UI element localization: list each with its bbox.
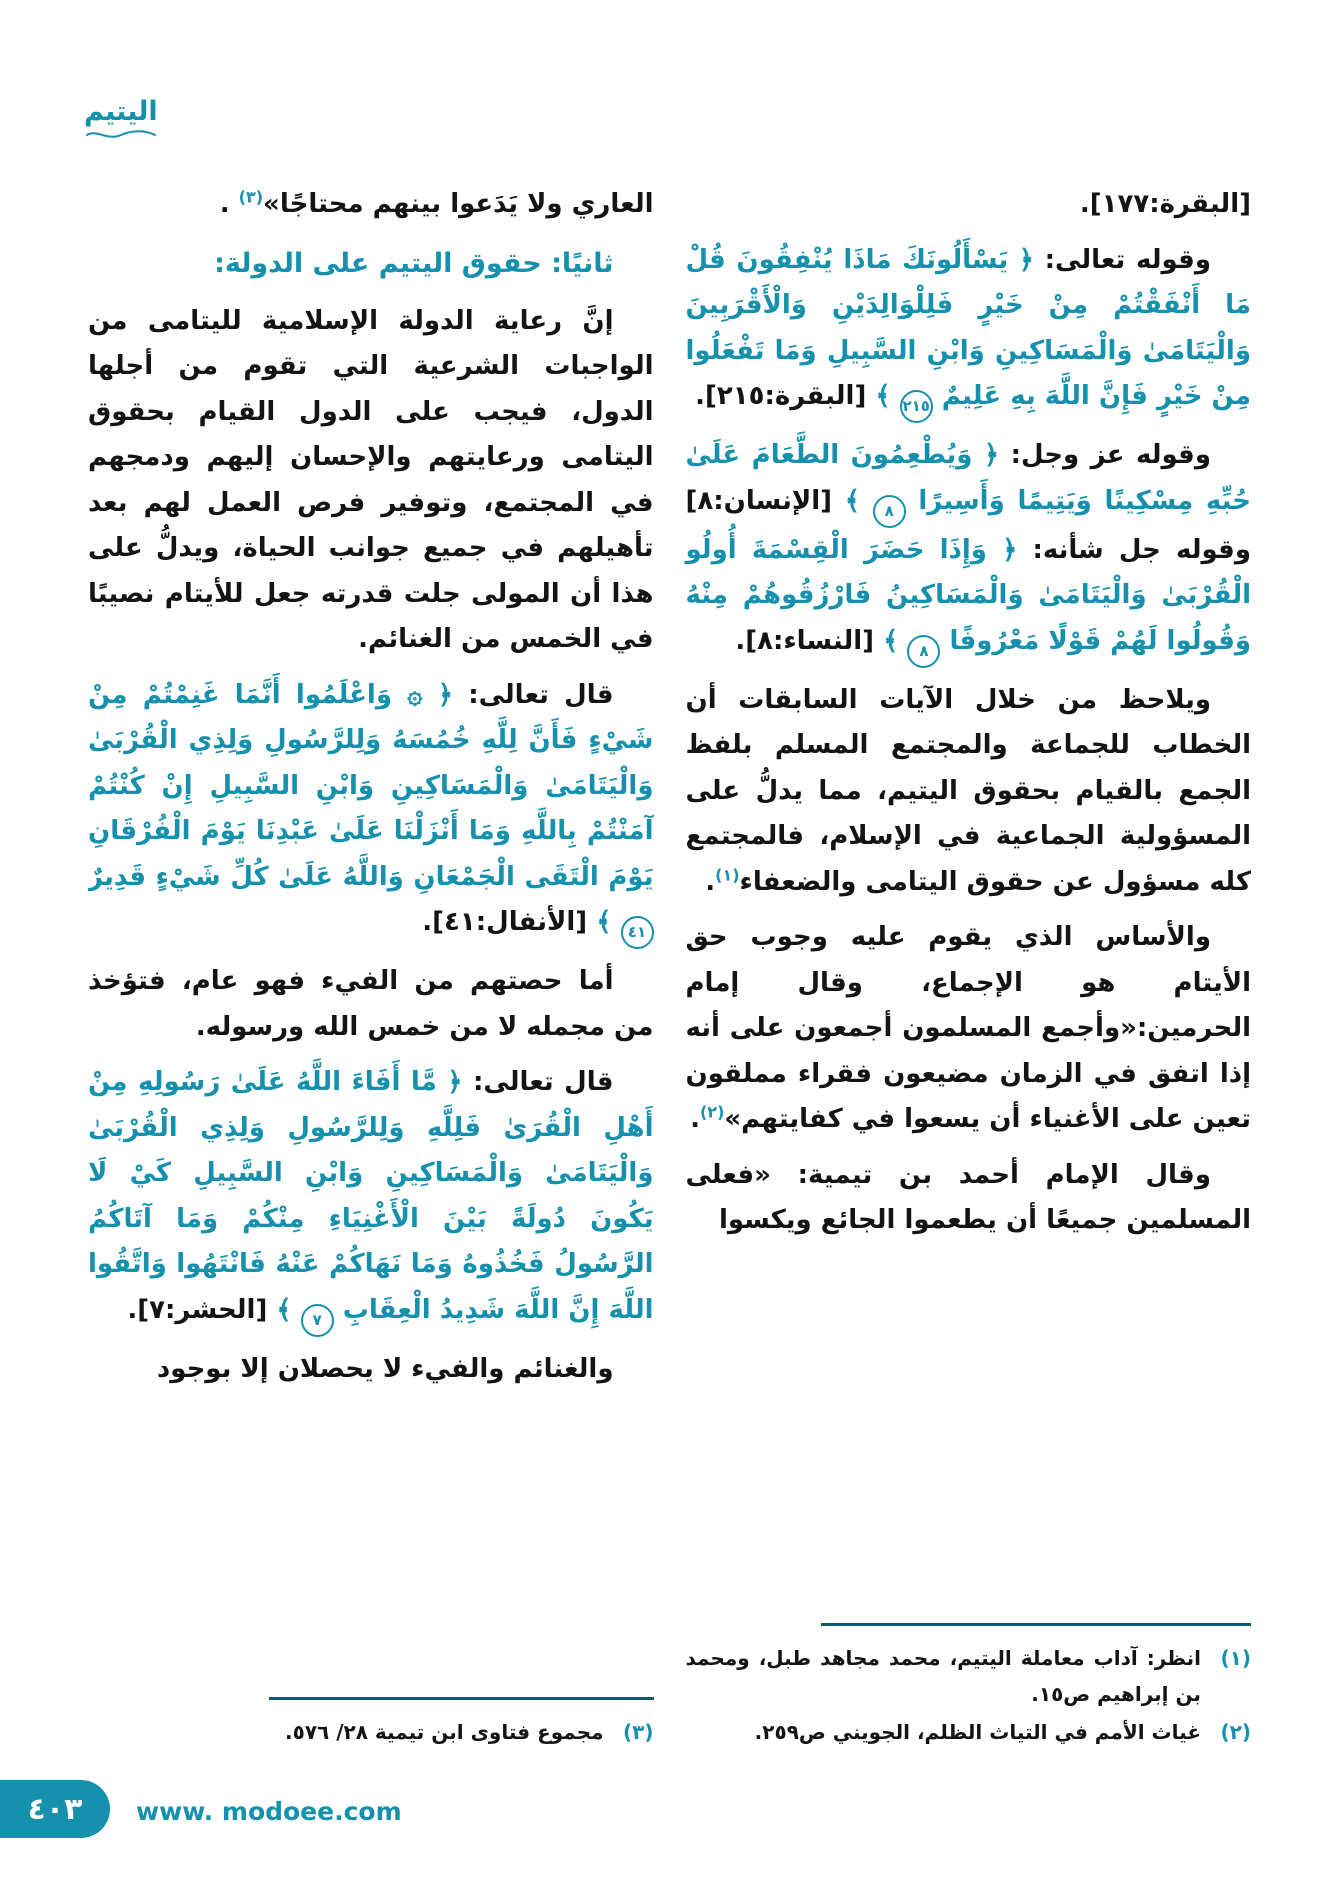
verse-open-bracket: ﴿ <box>437 679 453 710</box>
chapter-title: اليتيم <box>84 96 158 127</box>
paragraph-text: والأساس الذي يقوم عليه وجوب حق الأيتام هو الإجماع، وقال إمام الحرمين:«وأجمع المسلمون أجمعون على أنه إذا اتفق في الزمان مضيعون فقراء مملقون تعين على الأغنياء أن يسعوا في كفايتهم» <box>685 922 1251 1134</box>
verse-intro: وقوله تعالى: <box>1044 244 1211 275</box>
footnotes-section <box>686 1615 1252 1752</box>
page-number-badge <box>0 1780 110 1838</box>
verse-reference: [الأنفال:٤١]. <box>422 907 588 938</box>
paragraph-tail: . <box>705 866 716 897</box>
verse-text: يَسْأَلُونَكَ مَاذَا يُنْفِقُونَ قُلْ مَا أَنْفَقْتُمْ مِنْ خَيْرٍ فَلِلْوَالِدَيْنِ وَالْأَقْرَبِينَ وَالْيَتَامَىٰ وَالْمَسَاكِينِ وَابْنِ السَّبِيلِ وَمَا تَفْعَلُوا مِنْ خَيْرٍ فَإِنَّ اللَّهَ بِهِ عَلِيمٌ <box>685 244 1251 411</box>
footnote-number: (١) <box>1220 1646 1251 1670</box>
header-flourish-icon <box>85 129 157 141</box>
verse-text: مَّا أَفَاءَ اللَّهُ عَلَىٰ رَسُولِهِ مِنْ أَهْلِ الْقُرَىٰ فَلِلَّهِ وَلِلرَّسُولِ وَلِذِي الْقُرْبَىٰ وَالْيَتَامَىٰ وَالْمَسَاكِينِ وَابْنِ السَّبِيلِ كَيْ لَا يَكُونَ دُولَةً بَيْنَ الْأَغْنِيَاءِ مِنْكُمْ وَمَا آتَاكُمُ الرَّسُولُ فَخُذُوهُ وَمَا نَهَاكُمْ عَنْهُ فَانْتَهُوا وَاتَّقُوا اللَّهَ إِنَّ اللَّهَ شَدِيدُ الْعِقَابِ <box>88 1067 654 1325</box>
verse-close-bracket: ﴾ <box>844 485 860 516</box>
verse-intro: وقوله عز وجل: <box>1010 440 1211 470</box>
footnote-marker: (٢) <box>699 1102 725 1122</box>
verse-text: وَيُطْعِمُونَ الطَّعَامَ عَلَىٰ حُبِّهِ مِسْكِينًا وَيَتِيمًا وَأَسِيرًا <box>685 440 1251 516</box>
footnote-text: غياث الأمم في التياث الظلم، الجويني ص٢٥٩. <box>754 1720 1201 1744</box>
verse-open-bracket: ﴿ <box>983 440 1000 470</box>
verse-intro: وقوله جل شأنه: <box>1032 534 1251 565</box>
verse-text: وَإِذَا حَضَرَ الْقِسْمَةَ أُولُو الْقُرْبَىٰ وَالْيَتَامَىٰ وَالْمَسَاكِينُ فَارْزُقُوهُمْ مِنْهُ وَقُولُوا لَهُمْ قَوْلًا مَعْرُوفًا <box>685 534 1251 656</box>
verse-reference: [الإنسان:٨] <box>685 485 832 516</box>
quran-verse <box>88 679 654 942</box>
verse-open-bracket: ﴿ <box>1002 534 1018 565</box>
verse-open-bracket: ﴿ <box>1018 244 1034 275</box>
footnotes-section <box>88 1689 654 1752</box>
footnote-text: مجموع فتاوى ابن تيمية ٢٨/ ٥٧٦. <box>285 1720 604 1744</box>
verse-paragraph <box>88 673 654 950</box>
footnote-item <box>686 1640 1252 1712</box>
verse-paragraph <box>686 433 1252 668</box>
website-link[interactable]: www. modoee.com <box>136 1797 402 1826</box>
ayah-number: ٨ <box>873 495 906 528</box>
footnote-number: (٣) <box>623 1720 654 1744</box>
body-paragraph: والغنائم والفيء لا يحصلان إلا بوجود <box>156 1353 614 1384</box>
verse-close-bracket: ﴾ <box>276 1294 292 1325</box>
verse-close-bracket: ﴾ <box>875 381 891 411</box>
verse-reference: [البقرة:١٧٧]. <box>1079 189 1251 219</box>
footnote-item <box>686 1714 1252 1750</box>
footnote-separator <box>821 1623 1251 1626</box>
body-paragraph <box>88 182 654 228</box>
page-body <box>88 182 1251 1752</box>
verse-reference: [البقرة:٢١٥]. <box>695 381 867 411</box>
verse-intro: قال تعالى: <box>473 1067 614 1098</box>
verse-reference: [الحشر:٧]. <box>127 1294 268 1325</box>
body-paragraph: وقال الإمام أحمد بن تيمية: «فعلى المسلمين جميعًا أن يطعموا الجائع ويكسوا <box>685 1159 1251 1235</box>
footnote-marker: (١) <box>715 864 740 884</box>
ayah-number: ٨ <box>907 635 940 668</box>
section-heading: ثانيًا: حقوق اليتيم على الدولة: <box>214 247 614 279</box>
verse-close-bracket: ﴾ <box>596 907 612 938</box>
paragraph-text: العاري ولا يَدَعوا بينهم محتاجًا» <box>263 189 654 219</box>
footnote-text: انظر: آداب معاملة اليتيم، محمد مجاهد طبل، ومحمد بن إبراهيم ص١٥. <box>685 1646 1201 1706</box>
paragraph-tail: . <box>690 1104 700 1134</box>
page-header <box>84 96 158 141</box>
verse-open-bracket: ﴿ <box>447 1067 463 1098</box>
body-paragraph <box>686 678 1252 906</box>
left-column <box>88 182 654 1752</box>
right-column <box>686 182 1252 1752</box>
footnote-separator <box>269 1697 654 1700</box>
quran-verse <box>88 1067 654 1329</box>
verse-intro: قال تعالى: <box>468 679 614 710</box>
body-paragraph: أما حصتهم من الفيء فهو عام، فتؤخذ من مجمله لا من خمس الله ورسوله. <box>88 966 654 1042</box>
paragraph-text: ويلاحظ من خلال الآيات السابقات أن الخطاب للجماعة والمجتمع المسلم بلفظ الجمع بالقيام بحقوق اليتيم، مما يدلُّ على المسؤولية الجماعية في الإسلام، فالمجتمع كله مسؤول عن حقوق اليتامى والضعفاء <box>685 684 1251 897</box>
footnote-marker: (٣) <box>238 187 264 207</box>
verse-paragraph <box>88 1060 654 1337</box>
body-paragraph <box>686 915 1252 1143</box>
verse-close-bracket: ﴾ <box>883 625 899 656</box>
page-number: ٤٠٣ <box>27 1791 83 1827</box>
verse-text: ۞ وَاعْلَمُوا أَنَّمَا غَنِمْتُمْ مِنْ شَيْءٍ فَأَنَّ لِلَّهِ خُمُسَهُ وَلِلرَّسُولِ وَلِذِي الْقُرْبَىٰ وَالْيَتَامَىٰ وَالْمَسَاكِينِ وَابْنِ السَّبِيلِ إِنْ كُنْتُمْ آمَنْتُمْ بِاللَّهِ وَمَا أَنْزَلْنَا عَلَىٰ عَبْدِنَا يَوْمَ الْفُرْقَانِ يَوْمَ الْتَقَى الْجَمْعَانِ وَاللَّهُ عَلَىٰ كُلِّ شَيْءٍ قَدِيرٌ <box>88 679 654 892</box>
footnote-number: (٢) <box>1220 1720 1251 1744</box>
body-paragraph: إنَّ رعاية الدولة الإسلامية لليتامى من الواجبات الشرعية التي تقوم من أجلها الدول، فيجب على الدول القيام بحقوق اليتامى ورعايتهم والإحسان إليهم ودمجهم في المجتمع، وتوفير فرص العمل لهم بعد تأهيلهم في جميع جوانب الحياة، ويدلُّ على هذا أن المولى جلت قدرته جعل للأيتام نصيبًا في الخمس من الغنائم. <box>88 305 654 655</box>
ayah-number: ٢١٥ <box>900 390 933 423</box>
verse-paragraph <box>686 238 1252 424</box>
ayah-number: ٧ <box>301 1304 334 1337</box>
verse-reference: [النساء:٨]. <box>735 625 875 656</box>
ayah-number: ٤١ <box>621 916 654 949</box>
footnote-item <box>88 1714 654 1750</box>
paragraph-tail: . <box>219 189 239 219</box>
